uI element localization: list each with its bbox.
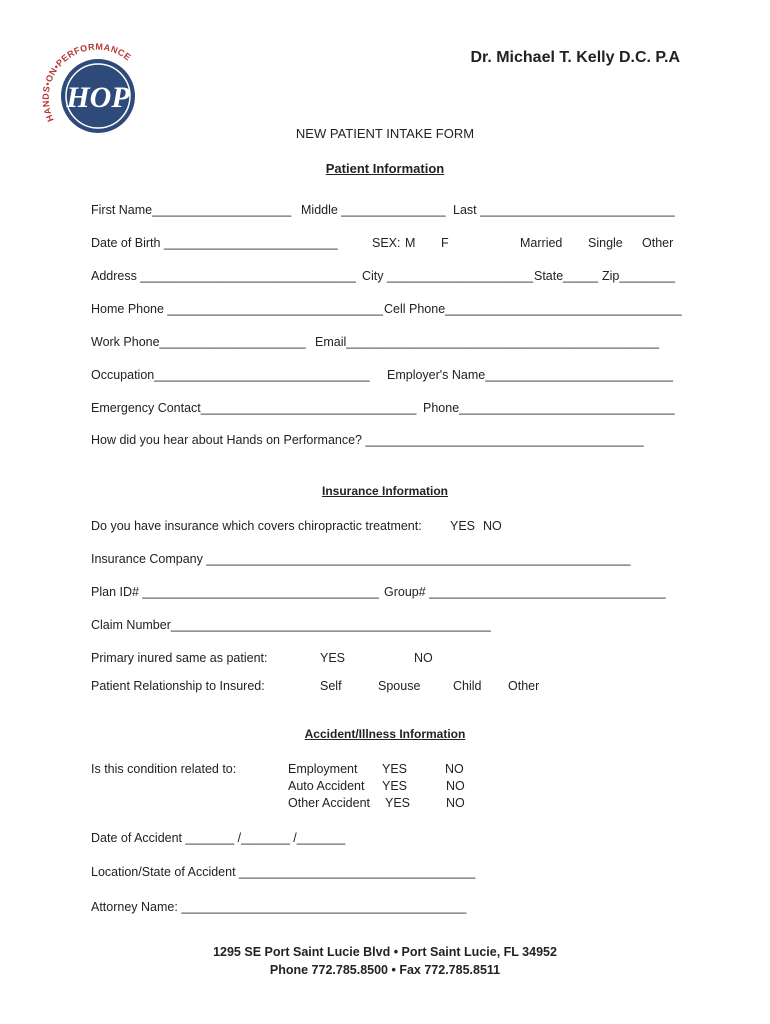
group-field[interactable]: Group# __________________________________ bbox=[384, 585, 666, 599]
dob-field[interactable]: Date of Birth _________________________ bbox=[91, 236, 338, 250]
work-phone-field[interactable]: Work Phone_____________________ bbox=[91, 335, 306, 349]
occupation-field[interactable]: Occupation_______________________________ bbox=[91, 368, 370, 382]
other-accident-yes-option[interactable]: YES bbox=[385, 796, 411, 810]
logo-monogram: HOP bbox=[66, 81, 130, 114]
city-field[interactable]: City _____________________ bbox=[362, 269, 533, 283]
sex-m-option[interactable]: M bbox=[405, 236, 416, 250]
single-option[interactable]: Single bbox=[588, 236, 623, 250]
plan-id-field[interactable]: Plan ID# __________________________________ bbox=[91, 585, 379, 599]
patient-info-heading: Patient Information bbox=[325, 161, 445, 176]
date-of-accident-field[interactable]: Date of Accident _______ /_______ /_______ bbox=[91, 831, 346, 845]
accident-location-field[interactable]: Location/State of Accident __________________________________ bbox=[91, 865, 476, 879]
insurance-yes-option[interactable]: YES bbox=[450, 519, 476, 533]
accident-info-heading: Accident/Illness Information bbox=[304, 727, 466, 741]
form-title: NEW PATIENT INTAKE FORM bbox=[295, 126, 475, 141]
hands-on-performance-logo bbox=[40, 40, 152, 140]
last-name-field[interactable]: Last ____________________________ bbox=[453, 203, 675, 217]
relationship-child-option[interactable]: Child bbox=[453, 679, 482, 693]
relationship-label: Patient Relationship to Insured: bbox=[91, 679, 265, 693]
insurance-question: Do you have insurance which covers chiropractic treatment: bbox=[91, 519, 422, 533]
first-name-field[interactable]: First Name____________________ bbox=[91, 203, 292, 217]
condition-related-label: Is this condition related to: bbox=[91, 762, 237, 776]
relationship-spouse-option[interactable]: Spouse bbox=[378, 679, 421, 693]
employment-no-option[interactable]: NO bbox=[445, 762, 464, 776]
email-field[interactable]: Email_____________________________________________ bbox=[315, 335, 660, 349]
primary-insured-label: Primary inured same as patient: bbox=[91, 651, 268, 665]
insurance-company-field[interactable]: Insurance Company _____________________________________________________________ bbox=[91, 552, 631, 566]
employer-field[interactable]: Employer's Name___________________________ bbox=[387, 368, 673, 382]
other-accident-label: Other Accident bbox=[288, 796, 370, 810]
emergency-phone-field[interactable]: Phone_______________________________ bbox=[423, 401, 675, 415]
state-field[interactable]: State_____ bbox=[534, 269, 598, 283]
employment-label: Employment bbox=[288, 762, 358, 776]
auto-accident-no-option[interactable]: NO bbox=[446, 779, 465, 793]
referral-field[interactable]: How did you hear about Hands on Performance? ________________________________________ bbox=[91, 433, 644, 447]
claim-number-field[interactable]: Claim Number______________________________________________ bbox=[91, 618, 491, 632]
address-field[interactable]: Address _______________________________ bbox=[91, 269, 356, 283]
cell-phone-field[interactable]: Cell Phone__________________________________ bbox=[384, 302, 682, 316]
emergency-contact-field[interactable]: Emergency Contact_______________________________ bbox=[91, 401, 417, 415]
home-phone-field[interactable]: Home Phone _______________________________ bbox=[91, 302, 383, 316]
primary-yes-option[interactable]: YES bbox=[320, 651, 346, 665]
marital-other-option[interactable]: Other bbox=[642, 236, 674, 250]
auto-accident-yes-option[interactable]: YES bbox=[382, 779, 408, 793]
married-option[interactable]: Married bbox=[520, 236, 563, 250]
logo-arc-text: HANDS•ON•PERFORMANCE bbox=[40, 41, 134, 124]
sex-f-option[interactable]: F bbox=[441, 236, 449, 250]
attorney-name-field[interactable]: Attorney Name: _________________________________________ bbox=[91, 900, 467, 914]
sex-label: SEX: bbox=[372, 236, 401, 250]
insurance-info-heading: Insurance Information bbox=[321, 484, 449, 498]
footer-address: 1295 SE Port Saint Lucie Blvd • Port Saint Lucie, FL 34952 bbox=[213, 945, 557, 959]
other-accident-no-option[interactable]: NO bbox=[446, 796, 465, 810]
relationship-self-option[interactable]: Self bbox=[320, 679, 342, 693]
insurance-no-option[interactable]: NO bbox=[483, 519, 502, 533]
middle-name-field[interactable]: Middle _______________ bbox=[301, 203, 446, 217]
relationship-other-option[interactable]: Other bbox=[508, 679, 540, 693]
primary-no-option[interactable]: NO bbox=[414, 651, 433, 665]
doctor-name: Dr. Michael T. Kelly D.C. P.A bbox=[470, 49, 680, 66]
footer-contact: Phone 772.785.8500 • Fax 772.785.8511 bbox=[269, 963, 501, 977]
zip-field[interactable]: Zip________ bbox=[602, 269, 675, 283]
auto-accident-label: Auto Accident bbox=[288, 779, 365, 793]
employment-yes-option[interactable]: YES bbox=[382, 762, 408, 776]
